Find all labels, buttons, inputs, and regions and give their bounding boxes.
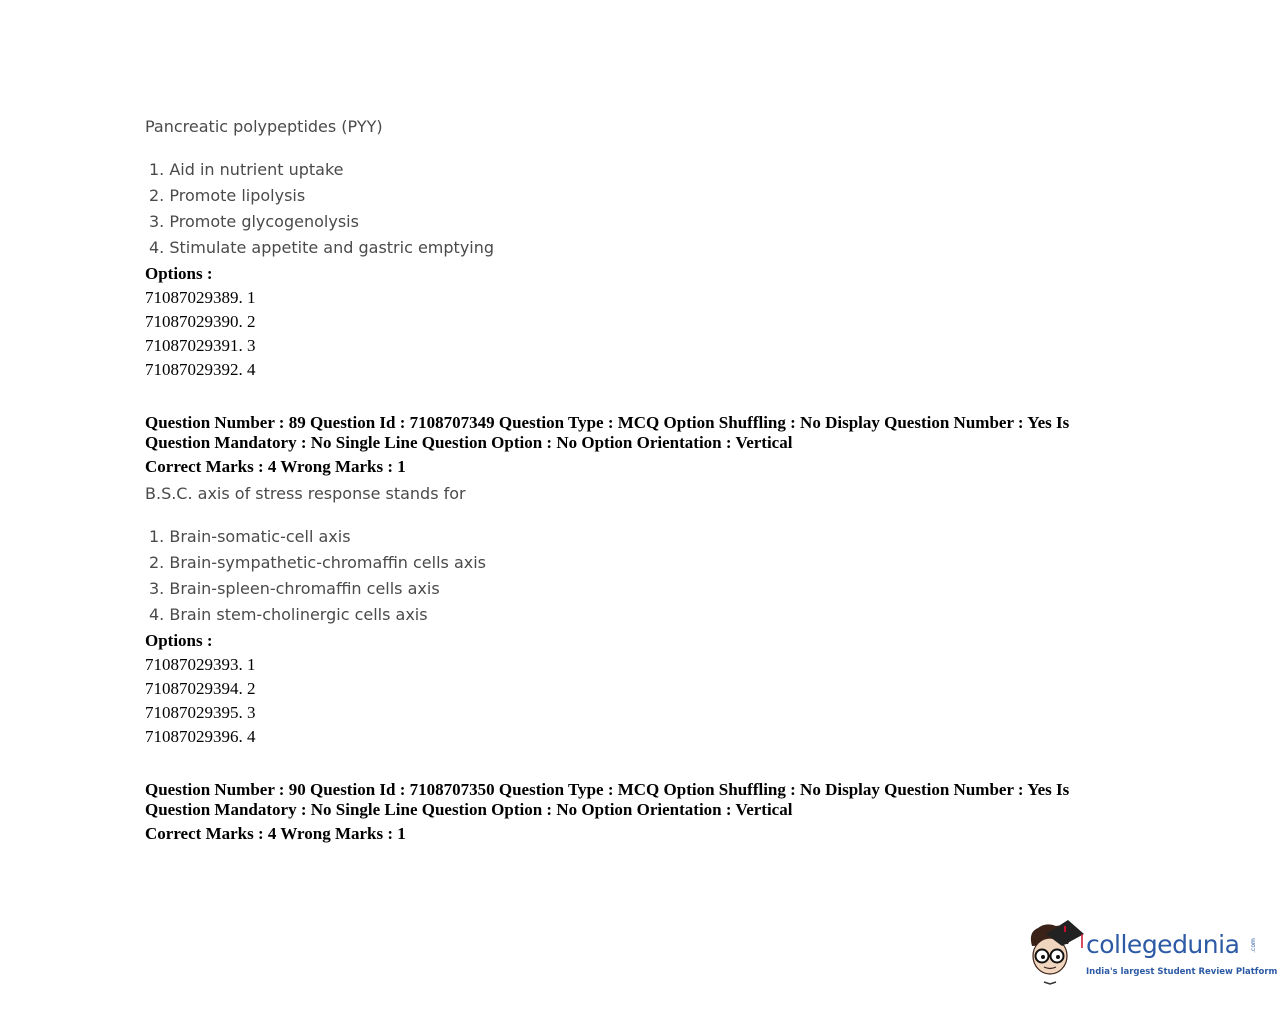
q89-option-2: 71087029394. 2: [145, 679, 256, 698]
logo-tagline: India's largest Student Review Platform: [1086, 967, 1278, 977]
q89-marks: Correct Marks : 4 Wrong Marks : 1: [145, 457, 406, 476]
q88-option-3: 71087029391. 3: [145, 336, 256, 355]
logo-wordmark: collegedunia: [1086, 930, 1240, 959]
q89-choice-3: 3. Brain-spleen-chromaffin cells axis: [149, 579, 440, 598]
q88-option-2: 71087029390. 2: [145, 312, 256, 331]
q89-option-4: 71087029396. 4: [145, 727, 256, 746]
collegedunia-logo: [1024, 916, 1278, 990]
q89-choice-4: 4. Brain stem-cholinergic cells axis: [149, 605, 428, 624]
q88-choice-3: 3. Promote glycogenolysis: [149, 212, 359, 231]
q90-marks: Correct Marks : 4 Wrong Marks : 1: [145, 824, 406, 843]
q89-option-3: 71087029395. 3: [145, 703, 256, 722]
mascot-graduate-icon: [1024, 916, 1086, 988]
q90-meta: Question Number : 90 Question Id : 7108707350 Question Type : MCQ Option Shuffling : No Display Question Number : Yes Is Question Mandatory : No Single Line Question Option : No Option Orientation : Vertical: [145, 780, 1070, 819]
logo-dotcom: .com: [1249, 938, 1257, 953]
q89-option-1: 71087029393. 1: [145, 655, 256, 674]
q88-option-4: 71087029392. 4: [145, 360, 256, 379]
q88-options-label: Options :: [145, 264, 213, 283]
q89-stem: B.S.C. axis of stress response stands for: [145, 484, 466, 503]
q88-choice-4: 4. Stimulate appetite and gastric emptying: [149, 238, 495, 257]
q89-meta: Question Number : 89 Question Id : 7108707349 Question Type : MCQ Option Shuffling : No Display Question Number : Yes Is Question Mandatory : No Single Line Question Option : No Option Orientation : Vertical: [145, 413, 1070, 452]
q89-options-label: Options :: [145, 631, 213, 650]
q89-choice-1: 1. Brain-somatic-cell axis: [149, 527, 351, 546]
q88-stem: Pancreatic polypeptides (PYY): [145, 117, 383, 136]
q88-option-1: 71087029389. 1: [145, 288, 256, 307]
q88-choice-2: 2. Promote lipolysis: [149, 186, 306, 205]
q88-choice-1: 1. Aid in nutrient uptake: [149, 160, 344, 179]
q89-choice-2: 2. Brain-sympathetic-chromaffin cells axis: [149, 553, 487, 572]
